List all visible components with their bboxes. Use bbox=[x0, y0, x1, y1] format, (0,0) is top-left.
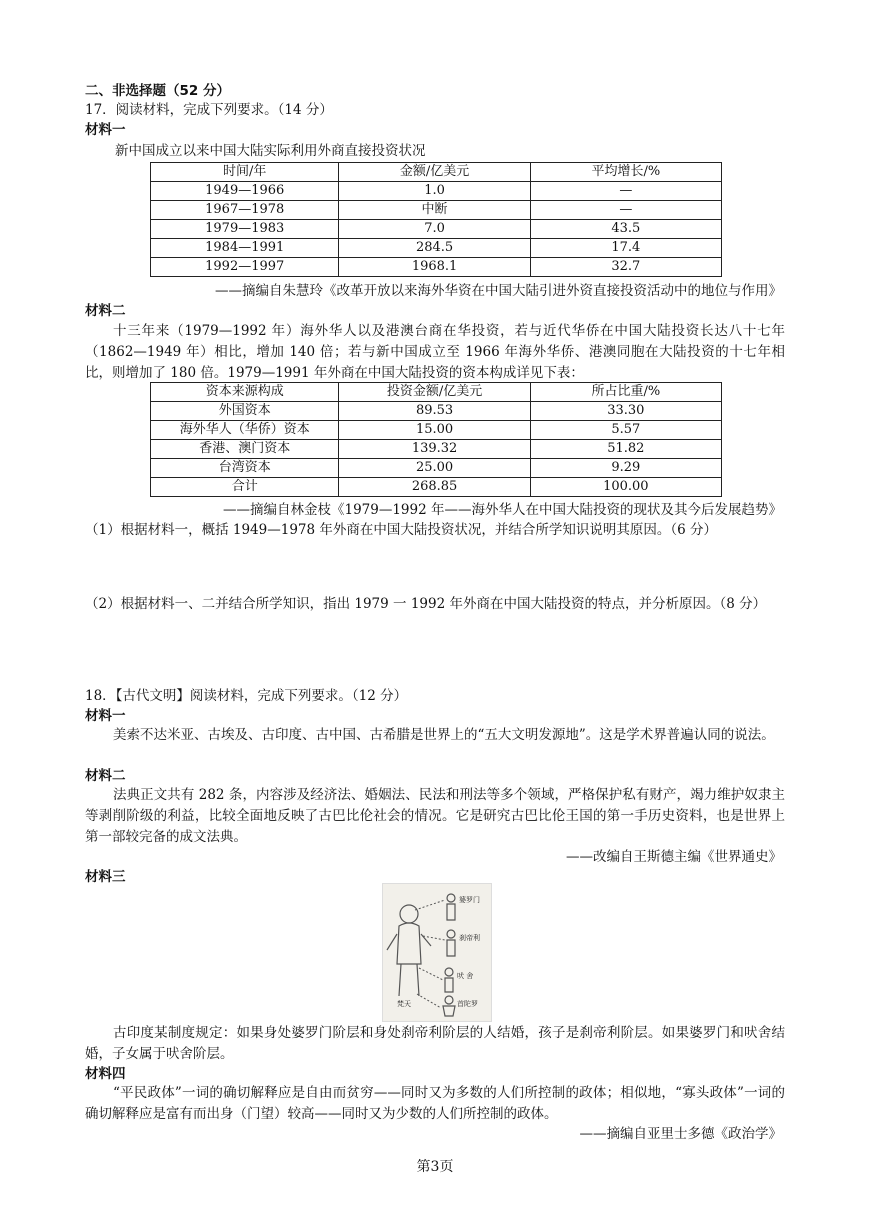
table-row bbox=[151, 182, 722, 201]
table1-caption: 新中国成立以来中国大陆实际利用外商直接投资状况 bbox=[115, 143, 426, 159]
q18-material2-label: 材料二 bbox=[85, 768, 126, 784]
section-title: 二、非选择题（52 分） bbox=[85, 83, 230, 99]
table-cell: 89.53 bbox=[339, 402, 530, 421]
material2-text: 十三年来（1979—1992 年）海外华人以及港澳台商在华投资，若与近代华侨在中国大陆投资长达八十七年（1862—1949 年）相比，增加 140 倍；若与新中国成立至 1966 年海外华侨、港澳同胞在大陆投资的十七年相比，则增加了 180 倍。1979—1991 年外商在中国大陆投资的资本构成详见下表： bbox=[85, 323, 785, 381]
table-cell: 外国资本 bbox=[151, 402, 339, 421]
table-row bbox=[151, 220, 722, 239]
table-cell: 33.30 bbox=[530, 402, 721, 421]
q18-material4-label: 材料四 bbox=[85, 1066, 126, 1082]
investment-table bbox=[150, 162, 722, 277]
q18-material3-text: 古印度某制度规定：如果身处婆罗门阶层和身处刹帝利阶层的人结婚，孩子是刹帝利阶层。如果婆罗门和吠舍结婚，子女属于吠舍阶层。 bbox=[85, 1025, 785, 1062]
table-cell: 284.5 bbox=[339, 239, 530, 258]
q18-material2-text: 法典正文共有 282 条，内容涉及经济法、婚姻法、民法和刑法等多个领域，严格保护私有财产，竭力维护奴隶主等剥削阶级的利益，比较全面地反映了古巴比伦社会的情况。它是研究古巴比伦王国的第一手历史资料，也是世界上第一部较完备的成文法典。 bbox=[85, 787, 785, 845]
q18-material3-label: 材料三 bbox=[85, 869, 126, 885]
table-cell: 100.00 bbox=[530, 478, 721, 497]
q18-stem: 18．【古代文明】阅读材料，完成下列要求。（12 分） bbox=[85, 688, 408, 704]
table-cell: 17.4 bbox=[530, 239, 721, 258]
q17-material2-label: 材料二 bbox=[85, 303, 126, 319]
table2-header-cell: 资本来源构成 bbox=[151, 383, 339, 402]
table-cell: 7.0 bbox=[339, 220, 530, 239]
table-row bbox=[151, 201, 722, 220]
table-cell: 268.85 bbox=[339, 478, 530, 497]
q18-material4-text: “平民政体”一词的确切解释应是自由而贫穷——同时又为多数的人们所控制的政体；相似地，“寡头政体”一词的确切解释应是富有而出身（门望）较高——同时又为少数的人们所控制的政体。 bbox=[85, 1085, 785, 1122]
material2-source: ——摘编自林金枝《1979—1992 年——海外华人在中国大陆投资的现状及其今后发展趋势》 bbox=[222, 502, 782, 518]
table-cell: 43.5 bbox=[530, 220, 721, 239]
table-row bbox=[151, 239, 722, 258]
table-cell: — bbox=[530, 201, 721, 220]
table-cell: 15.00 bbox=[339, 421, 530, 440]
table-cell: 海外华人（华侨）资本 bbox=[151, 421, 339, 440]
label-shudra: 首陀罗 bbox=[457, 1000, 478, 1008]
q17-stem: 17．阅读材料，完成下列要求。（14 分） bbox=[85, 102, 333, 118]
label-brahmin: 婆罗门 bbox=[459, 896, 480, 904]
table-cell: 中断 bbox=[339, 201, 530, 220]
label-brahma: 梵天 bbox=[397, 1000, 411, 1008]
table-cell: 139.32 bbox=[339, 440, 530, 459]
table-cell: 32.7 bbox=[530, 258, 721, 277]
table-cell: 5.57 bbox=[530, 421, 721, 440]
table-row bbox=[151, 459, 722, 478]
table-cell: 51.82 bbox=[530, 440, 721, 459]
q18-material1-text: 美索不达米亚、古埃及、古印度、古中国、古希腊是世界上的“五大文明发源地”。这是学术界普遍认同的说法。 bbox=[113, 727, 775, 743]
label-kshatriya: 刹帝利 bbox=[459, 934, 480, 942]
table-cell: — bbox=[530, 182, 721, 201]
caste-system-illustration bbox=[382, 883, 492, 1022]
table-row bbox=[151, 421, 722, 440]
q18-material4-source: ——摘编自亚里士多德《政治学》 bbox=[579, 1126, 782, 1142]
table-row bbox=[151, 258, 722, 277]
table-cell: 1979—1983 bbox=[151, 220, 339, 239]
table-cell: 1.0 bbox=[339, 182, 530, 201]
q18-material1-label: 材料一 bbox=[85, 708, 126, 724]
table-cell: 1992—1997 bbox=[151, 258, 339, 277]
material1-source: ——摘编自朱慧玲《改革开放以来海外华资在中国大陆引进外资直接投资活动中的地位与作用》 bbox=[215, 283, 782, 299]
table-cell: 台湾资本 bbox=[151, 459, 339, 478]
table-cell: 1967—1978 bbox=[151, 201, 339, 220]
table-cell: 25.00 bbox=[339, 459, 530, 478]
q17-material1-label: 材料一 bbox=[85, 122, 126, 138]
table-cell: 1984—1991 bbox=[151, 239, 339, 258]
table1-header-cell: 金额/亿美元 bbox=[339, 163, 530, 182]
caste-figure-svg bbox=[383, 884, 491, 1021]
table-cell: 合计 bbox=[151, 478, 339, 497]
q17-subquestion-2: （2）根据材料一、二并结合所学知识，指出 1979 一 1992 年外商在中国大陆投资的特点，并分析原因。（8 分） bbox=[85, 596, 767, 612]
table2-header-row bbox=[151, 383, 722, 402]
table-row bbox=[151, 478, 722, 497]
table-cell: 1968.1 bbox=[339, 258, 530, 277]
table-row bbox=[151, 440, 722, 459]
table-row bbox=[151, 402, 722, 421]
capital-structure-table bbox=[150, 382, 722, 497]
page-number: 第3页 bbox=[416, 1159, 454, 1175]
q18-material2-source: ——改编自王斯德主编《世界通史》 bbox=[566, 849, 782, 865]
table-cell: 香港、澳门资本 bbox=[151, 440, 339, 459]
label-vaishya: 吠 舍 bbox=[457, 972, 474, 980]
table1-header-cell: 平均增长/% bbox=[530, 163, 721, 182]
table2-header-cell: 所占比重/% bbox=[530, 383, 721, 402]
q17-subquestion-1: （1）根据材料一，概括 1949—1978 年外商在中国大陆投资状况，并结合所学知识说明其原因。（6 分） bbox=[85, 522, 718, 538]
table-cell: 1949—1966 bbox=[151, 182, 339, 201]
table2-header-cell: 投资金额/亿美元 bbox=[339, 383, 530, 402]
table-cell: 9.29 bbox=[530, 459, 721, 478]
table1-header-cell: 时间/年 bbox=[151, 163, 339, 182]
table1-header-row bbox=[151, 163, 722, 182]
